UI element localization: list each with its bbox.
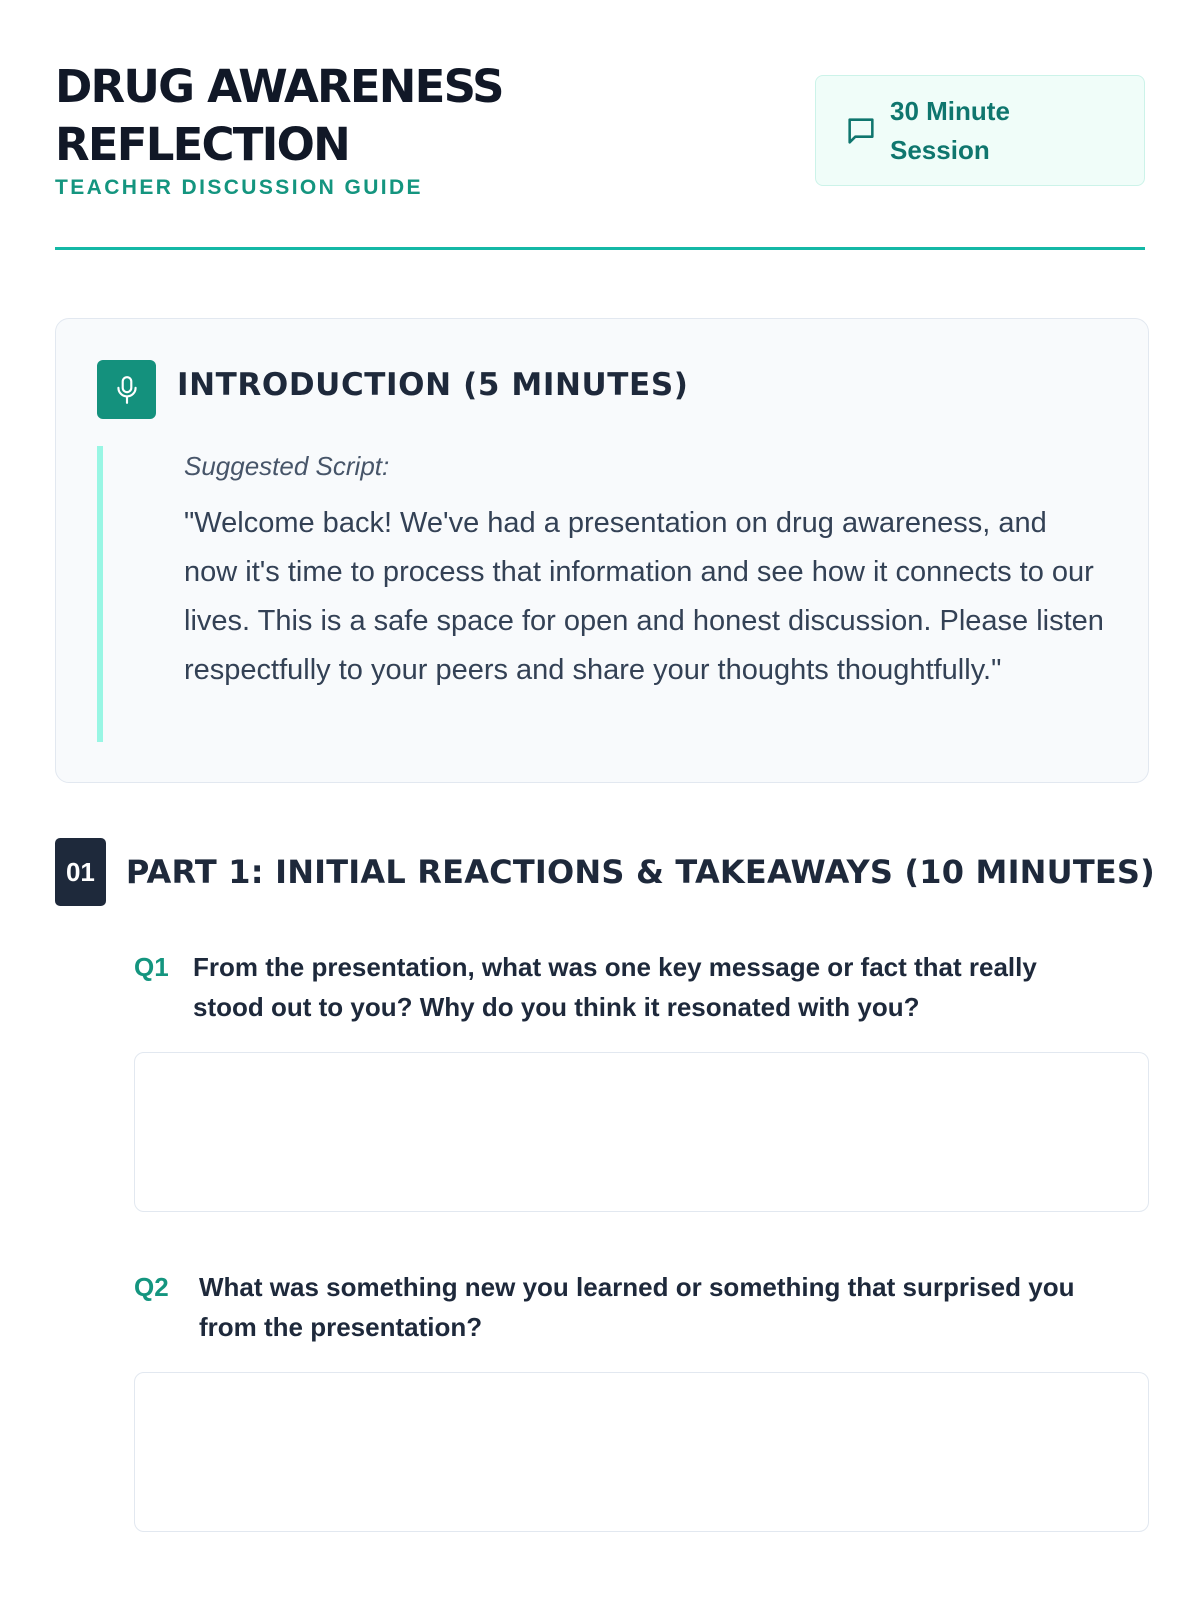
part-1-header xyxy=(55,838,1155,906)
session-duration-badge xyxy=(815,75,1145,186)
script-label: Suggested Script: xyxy=(184,451,390,481)
introduction-title: INTRODUCTION (5 MINUTES) xyxy=(177,367,689,403)
page-header xyxy=(55,0,1145,250)
script-accent-bar xyxy=(97,446,103,742)
speech-bubble-icon xyxy=(844,114,878,148)
question-number: Q1 xyxy=(134,952,169,982)
microphone-icon xyxy=(97,360,156,419)
introduction-section xyxy=(55,318,1149,783)
page-subtitle: TEACHER DISCUSSION GUIDE xyxy=(55,176,423,199)
answer-field-q2[interactable] xyxy=(134,1372,1149,1532)
question-number: Q2 xyxy=(134,1272,169,1302)
question-1 xyxy=(134,947,1149,1027)
part-number-badge: 01 xyxy=(55,838,106,906)
script-text: "Welcome back! We've had a presentation on drug awareness, and now it's time to process that information and see how it connects to our lives. This is a safe space for open and honest discussion. Please listen respectfully to your peers and share your thoughts thoughtfully." xyxy=(184,507,1104,686)
answer-field-q1[interactable] xyxy=(134,1052,1149,1212)
page-title: DRUG AWARENESS REFLECTION xyxy=(55,60,503,171)
question-text: From the presentation, what was one key message or fact that really stood out to you? Why do you think it resonated with you? xyxy=(193,952,1037,1022)
session-duration-label: 30 Minute Session xyxy=(890,95,1010,165)
question-text: What was something new you learned or something that surprised you from the presentation? xyxy=(199,1272,1075,1342)
question-2 xyxy=(134,1267,1149,1347)
part-1-title: PART 1: INITIAL REACTIONS & TAKEAWAYS (10 MINUTES) xyxy=(125,853,1155,891)
